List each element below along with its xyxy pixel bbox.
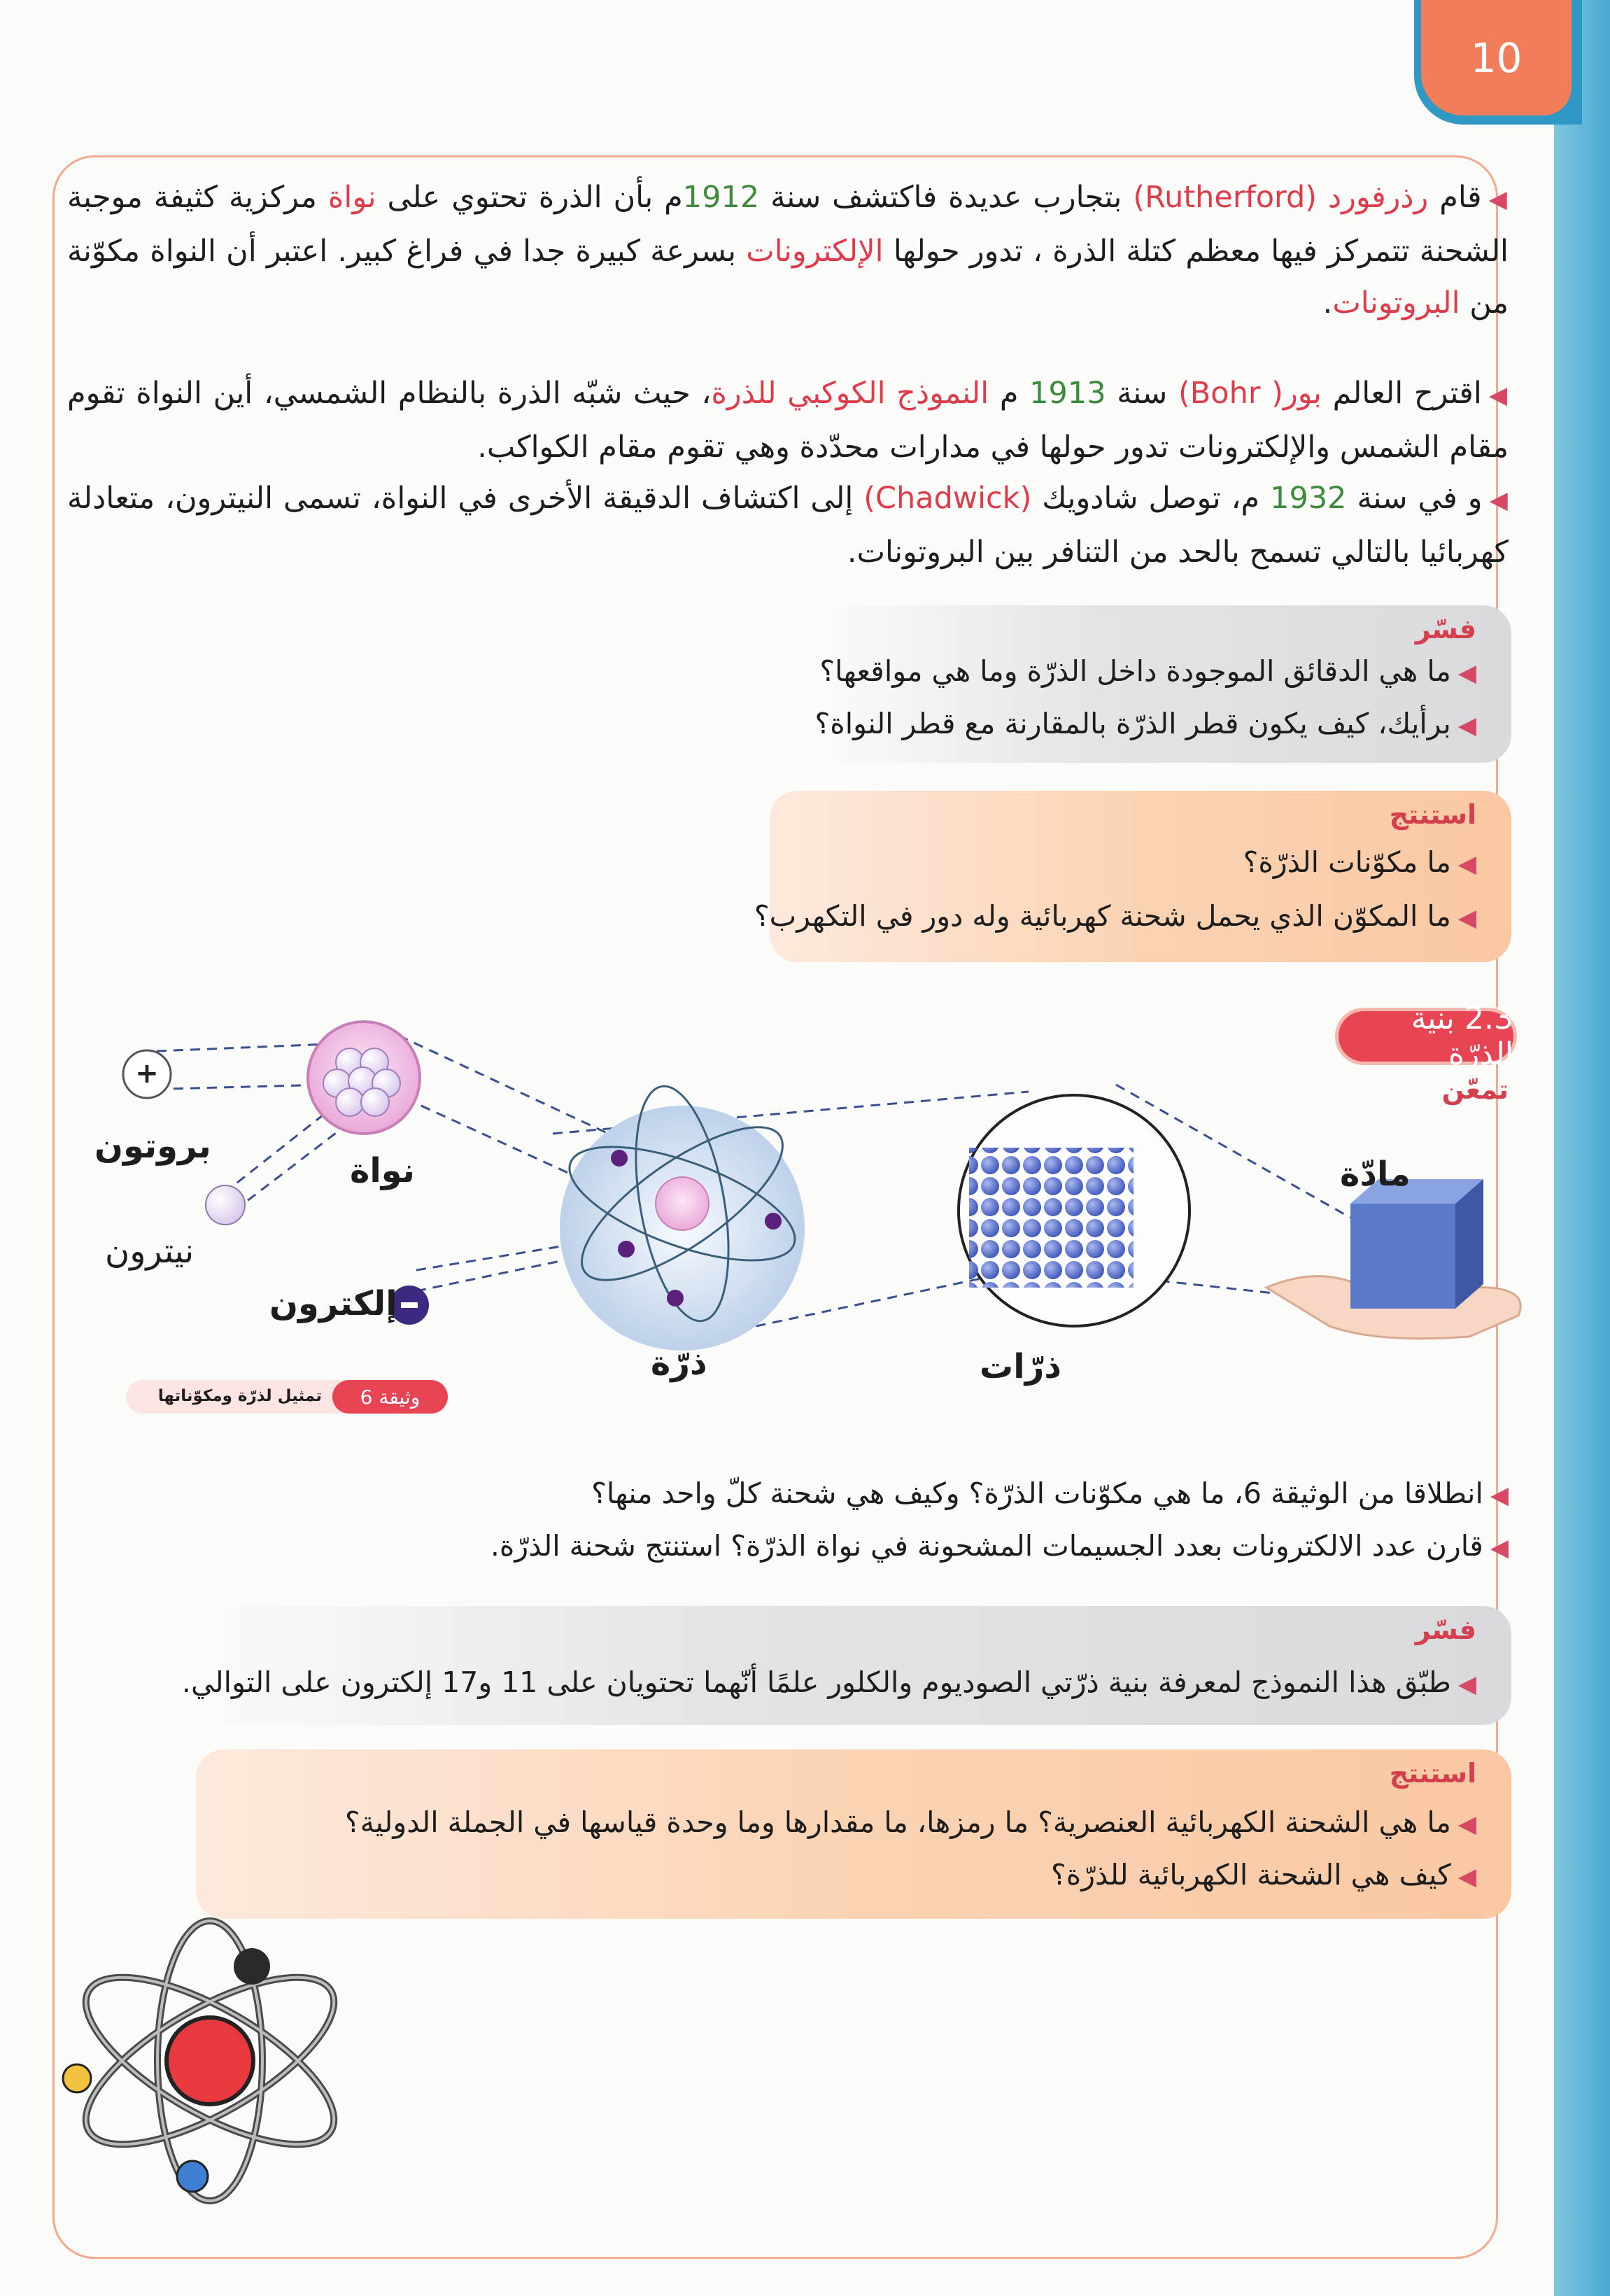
text: سنة [1106, 376, 1178, 411]
triangle-bullet-icon: ◀ [1457, 850, 1476, 878]
triangle-bullet-icon: ◀ [1457, 659, 1476, 687]
question-item [345, 1805, 1476, 1839]
box-title-explain: فسّر [1415, 614, 1476, 645]
text: بسرعة كبيرة جدا في فراغ كبير. اعتبر أن النواة مكوّنة من [67, 234, 1509, 321]
term-protons: البروتونات [1332, 286, 1460, 321]
document-caption-text: تمثيل لذرّة ومكوّناتها [157, 1387, 322, 1405]
section-subtitle: تمعّن [1441, 1074, 1509, 1105]
paragraph-rutherford [67, 171, 1509, 329]
chadwick-name: (Chadwick) [863, 481, 1032, 516]
question-item [490, 1529, 1509, 1563]
label-nucleus: نواة [350, 1151, 415, 1190]
term-electrons: الإلكترونات [746, 234, 884, 269]
text: م [989, 376, 1030, 411]
triangle-bullet-icon: ◀ [1489, 486, 1509, 514]
question-text: كيف هي الشحنة الكهربائية للذرّة؟ [1050, 1858, 1451, 1892]
question-text: ما هي الشحنة الكهربائية العنصرية؟ ما رمزها، ما مقدارها وما وحدة قياسها في الجملة الدولية؟ [344, 1805, 1451, 1839]
rutherford-name: رذرفورد (Rutherford) [1133, 180, 1429, 215]
label-electron: إلكترون [269, 1284, 397, 1323]
text: و في سنة [1346, 481, 1483, 516]
triangle-bullet-icon: ◀ [1457, 904, 1476, 932]
text: م، توصل شادويك [1031, 481, 1271, 516]
label-matter: مادّة [1340, 1155, 1411, 1194]
proton-connector [140, 1044, 329, 1052]
atoms-lattice [969, 1148, 1134, 1288]
atom-nucleus [656, 1177, 709, 1230]
label-proton: بروتون [94, 1127, 211, 1166]
paragraph-bohr [67, 367, 1509, 473]
bohr-name: بور( Bohr) [1178, 376, 1322, 411]
atom-structure-diagram [98, 1008, 1525, 1442]
question-item [182, 1665, 1476, 1699]
question-text: طبّق هذا النموذج لمعرفة بنية ذرّتي الصوديوم والكلور علمًا أنّهما تحتويان على 11 و17 إلكترون على التوالي. [181, 1665, 1451, 1699]
plus-sign: + [135, 1057, 159, 1090]
text: بتجارب عديدة فاكتشف سنة [759, 180, 1134, 215]
question-item [754, 899, 1476, 933]
triangle-bullet-icon: ◀ [1490, 1481, 1509, 1509]
matter-cube [1350, 1204, 1455, 1309]
paragraph-chadwick [67, 472, 1509, 578]
label-neutron: نيترون [105, 1232, 195, 1271]
explain-box-1 [814, 605, 1511, 763]
side-strip [1554, 0, 1610, 2296]
triangle-bullet-icon: ◀ [1457, 1863, 1476, 1891]
neutron-ball [206, 1185, 245, 1225]
triangle-bullet-icon: ◀ [1457, 1810, 1476, 1838]
document-caption [126, 1380, 448, 1414]
question-text: ما مكوّنات الذرّة؟ [1243, 845, 1451, 879]
question-item [591, 1477, 1509, 1510]
term-planetary-model: النموذج الكوكبي للذرة [711, 376, 989, 411]
conclude-box-2 [196, 1749, 1511, 1919]
explain-box-2 [181, 1606, 1511, 1725]
page-number: 10 [1470, 34, 1523, 82]
year-1932: 1932 [1270, 481, 1347, 516]
question-item [1243, 845, 1476, 879]
section-title: 2.3 بنية الذرّة [1411, 1001, 1513, 1072]
triangle-bullet-icon: ◀ [1457, 1670, 1476, 1698]
document-badge: وثيقة 6 [332, 1380, 448, 1414]
text: إلى اكتشاف الدقيقة الأخرى في النواة، تسمى النيترون، متعادلة كهربائيا بالتالي تسمح بالحد من التنافر بين البروتونات. [67, 481, 1509, 570]
question-item [819, 654, 1476, 688]
question-text: ما هي الدقائق الموجودة داخل الذرّة وما هي مواقعها؟ [819, 654, 1451, 688]
minus-sign [401, 1302, 418, 1308]
term-nucleus: نواة [327, 180, 376, 215]
triangle-bullet-icon: ◀ [1488, 185, 1509, 213]
question-text: قارن عدد الالكترونات بعدد الجسيمات المشحونة في نواة الذرّة؟ استنتج شحنة الذرّة. [490, 1529, 1483, 1563]
year-1913: 1913 [1029, 376, 1106, 411]
text: اقترح العالم [1321, 376, 1482, 411]
text: م بأن الذرة تحتوي على [376, 180, 683, 215]
label-atom: ذرّة [651, 1344, 707, 1383]
triangle-bullet-icon: ◀ [1457, 712, 1476, 740]
triangle-bullet-icon: ◀ [1488, 381, 1509, 409]
neutron-connector [234, 1120, 353, 1211]
text: ، حيث شبّه الذرة بالنظام الشمسي، أين النواة تقوم مقام الشمس والإلكترونات تدور حولها في مدارات محدّدة وهي تقوم مقام الكواكب. [67, 376, 1509, 465]
triangle-bullet-icon: ◀ [1490, 1534, 1509, 1562]
page-number-badge [1421, 0, 1572, 115]
text: . [1322, 286, 1333, 321]
question-text: انطلاقا من الوثيقة 6، ما هي مكوّنات الذرّة؟ وكيف هي شحنة كلّ واحد منها؟ [591, 1477, 1483, 1510]
conclude-box-1 [754, 791, 1511, 962]
text: قام [1428, 180, 1482, 215]
text: مركزية كثيفة موجبة الشحنة تتمركز فيها معظم كتلة الذرة ، تدور حولها [67, 180, 1509, 269]
box-title-explain: فسّر [1415, 1614, 1476, 1645]
atom-decoration-icon [49, 1910, 378, 2211]
question-text: برأيك، كيف يكون قطر الذرّة بالمقارنة مع قطر النواة؟ [814, 707, 1451, 740]
label-atoms: ذرّات [980, 1347, 1061, 1386]
box-title-conclude: استنتج [1389, 799, 1476, 830]
question-item [1051, 1858, 1476, 1892]
year-1912: 1912 [682, 180, 760, 215]
question-text: ما المكوّن الذي يحمل شحنة كهربائية وله دور في التكهرب؟ [754, 899, 1451, 933]
question-item [815, 707, 1476, 740]
box-title-conclude: استنتج [1389, 1758, 1476, 1789]
